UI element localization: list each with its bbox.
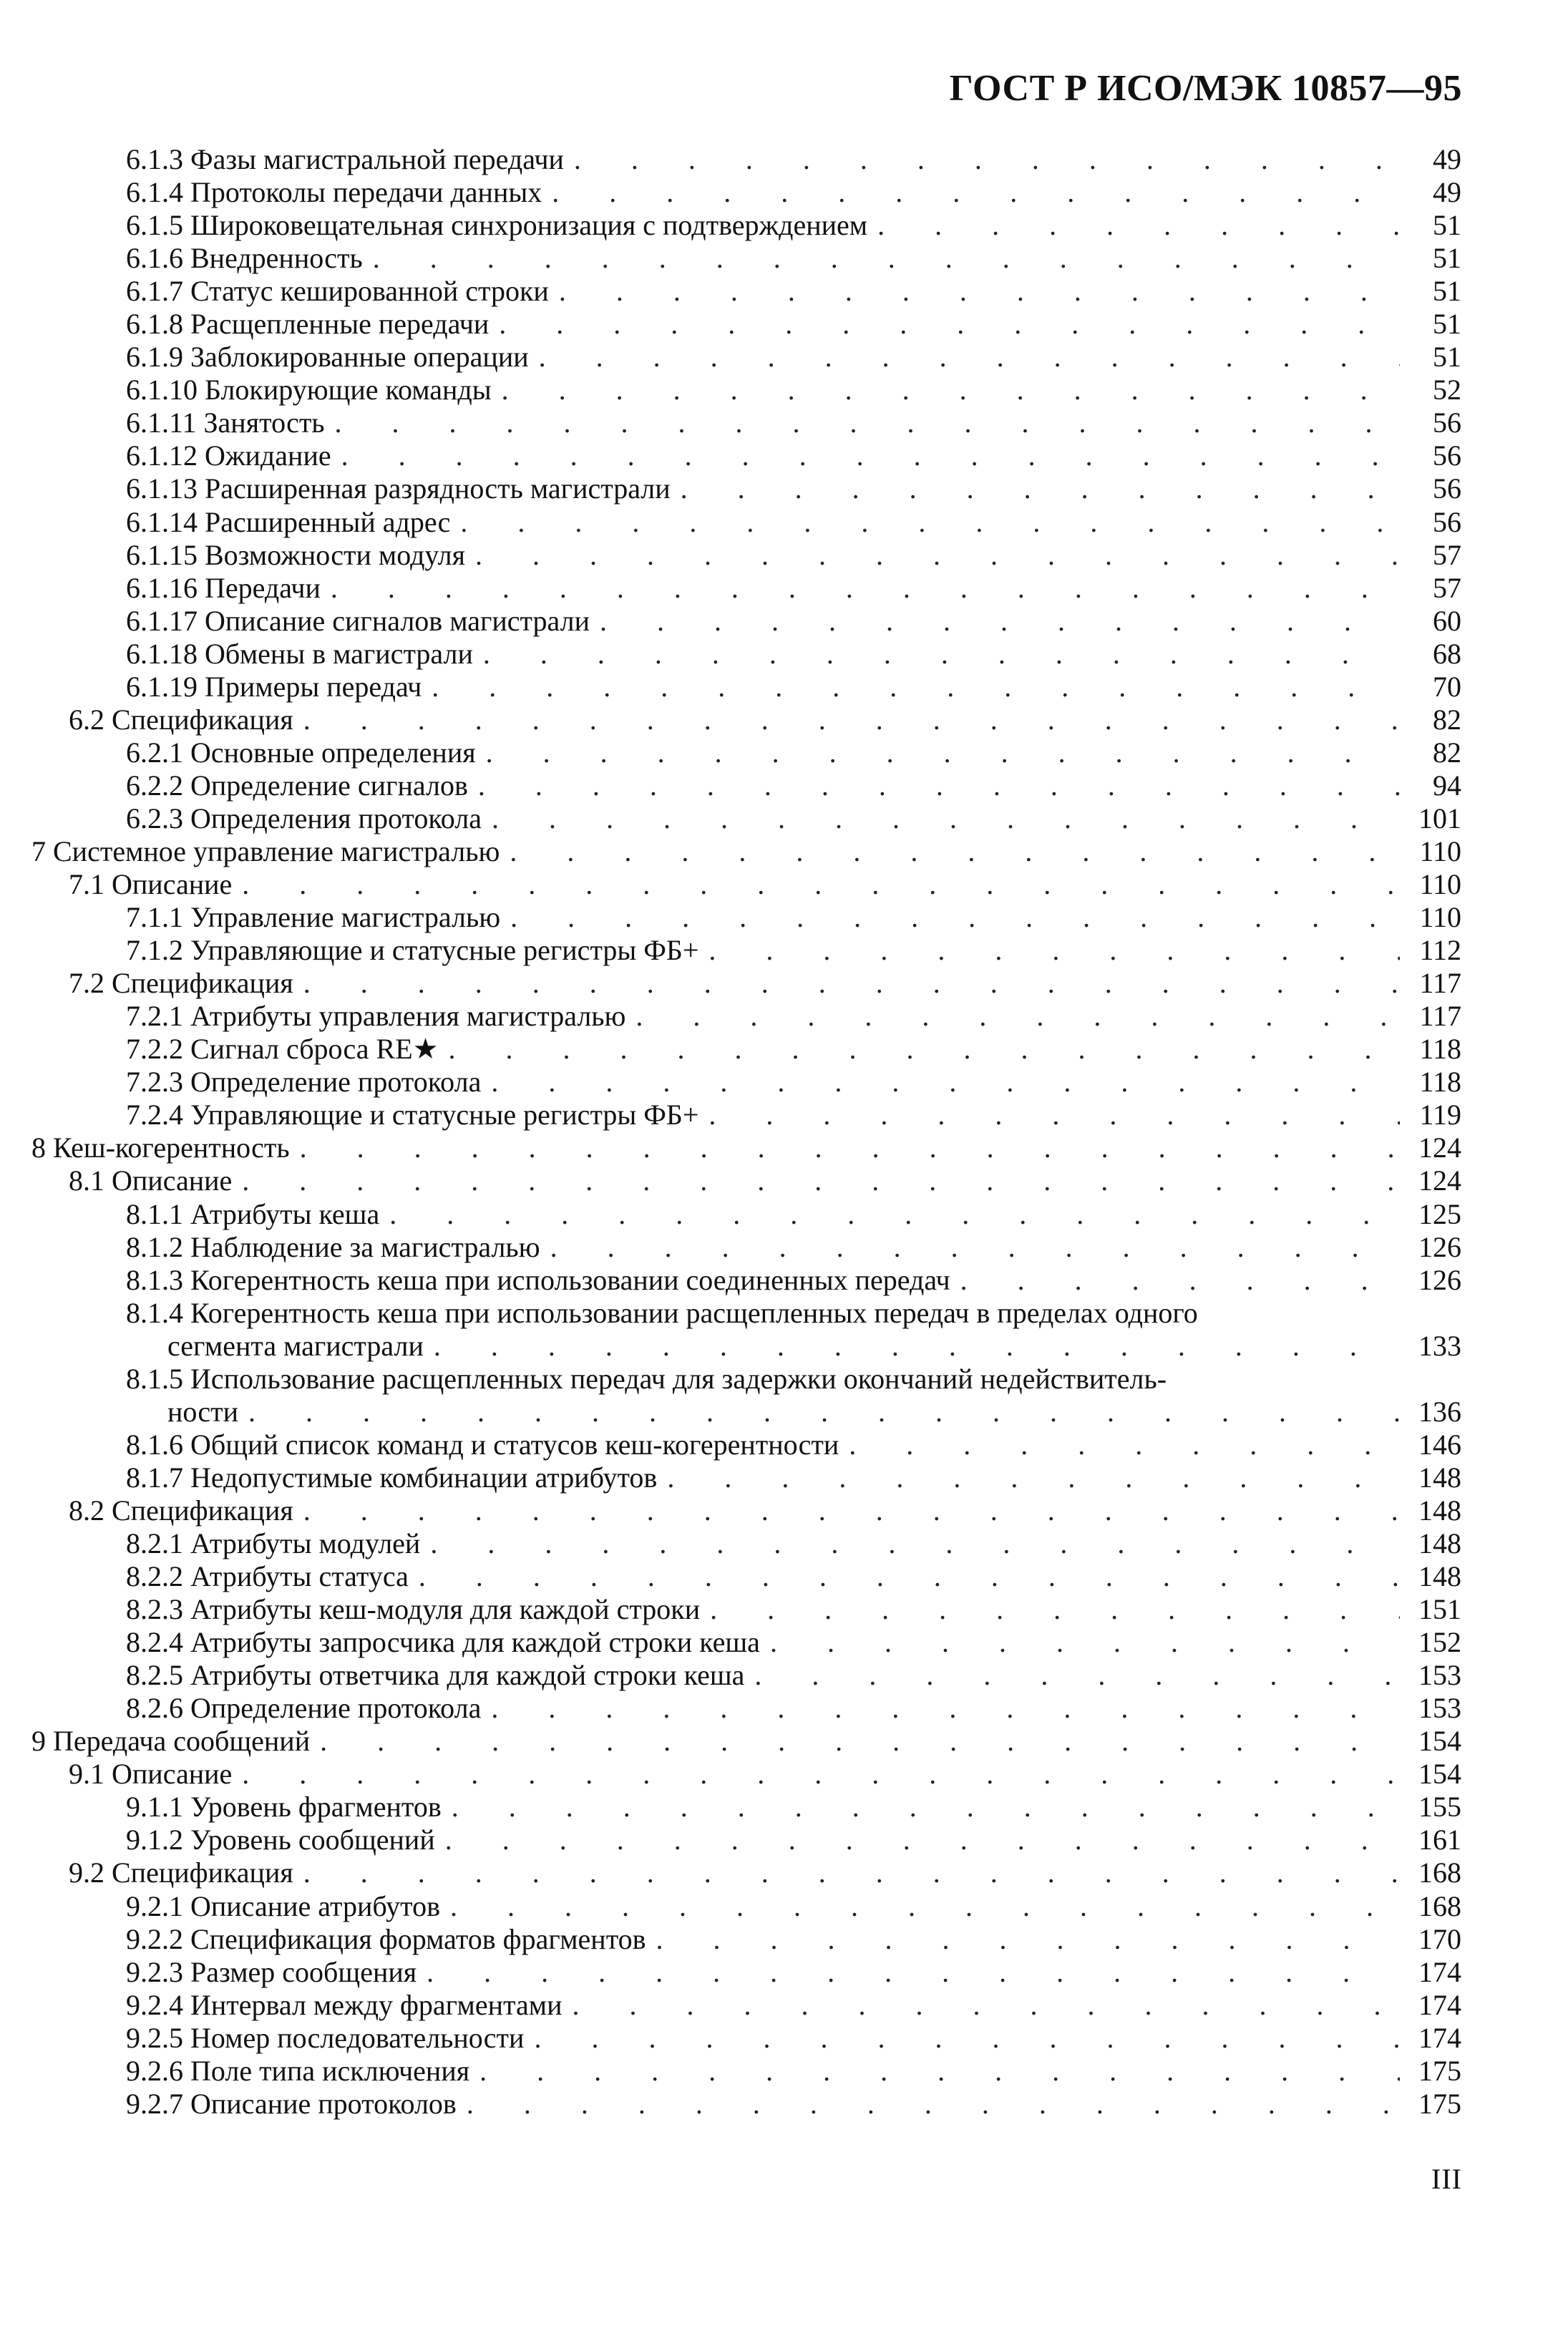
toc-entry-text xyxy=(31,1066,1400,1099)
toc-entry-title: 6.1.19 Примеры передач xyxy=(126,671,432,704)
toc-entry xyxy=(31,769,1461,802)
toc-entry-title: 8.1.1 Атрибуты кеша xyxy=(126,1198,389,1231)
toc-entry-title: сегмента магистрали xyxy=(167,1330,434,1363)
toc-entry-title: 6.1.9 Заблокированные операции xyxy=(126,341,539,374)
dot-leader xyxy=(432,671,1400,704)
toc-page-number: 124 xyxy=(1418,1131,1461,1164)
toc-entry-text xyxy=(31,671,1400,704)
toc-page-number: 68 xyxy=(1433,637,1461,670)
toc-page-number: 133 xyxy=(1418,1329,1461,1362)
toc-entry-continuation xyxy=(31,1330,1461,1363)
toc-entry-title: 9.2.1 Описание атрибутов xyxy=(126,1890,450,1923)
dot-leader xyxy=(320,1725,1400,1758)
dot-leader xyxy=(572,1989,1400,2022)
toc-page-number: 51 xyxy=(1433,275,1461,308)
toc-entry-text xyxy=(31,1989,1400,2022)
toc-entry-title: 8.2.4 Атрибуты запросчика для каждой строки кеша xyxy=(126,1626,770,1659)
toc-entry-title: 6.1.5 Широковещательная синхронизация с подтверждением xyxy=(126,209,877,242)
toc-entry-text xyxy=(31,1396,1400,1428)
toc-page-number: 124 xyxy=(1418,1164,1461,1197)
toc-entry xyxy=(31,572,1461,605)
toc-entry-text xyxy=(31,1626,1400,1659)
toc-page-number: 175 xyxy=(1418,2087,1461,2120)
toc-entry-text xyxy=(31,638,1400,671)
dot-leader xyxy=(419,1560,1400,1593)
toc-entry xyxy=(31,2022,1461,2055)
toc-page-number: 101 xyxy=(1418,802,1461,834)
toc-entry-text xyxy=(31,1527,1400,1560)
dot-leader xyxy=(303,1856,1400,1889)
toc-entry-title: 6.1.16 Передачи xyxy=(126,572,331,605)
toc-entry-text xyxy=(31,374,1400,407)
dot-leader xyxy=(550,1231,1400,1264)
toc-entry-text xyxy=(31,1560,1400,1593)
toc-page-number: 146 xyxy=(1418,1428,1461,1461)
toc-entry-text xyxy=(31,1264,1400,1297)
toc-entry xyxy=(31,1099,1461,1131)
toc-entry-title: 8.2.1 Атрибуты модулей xyxy=(126,1527,430,1560)
toc-entry-title: 7.1.1 Управление магистралью xyxy=(126,901,510,934)
toc-page-number: 56 xyxy=(1433,505,1461,538)
toc-entry xyxy=(31,1164,1461,1197)
toc-entry-title: ности xyxy=(167,1396,248,1428)
toc-page-number: 151 xyxy=(1418,1593,1461,1626)
toc-entry-text xyxy=(31,2022,1400,2055)
dot-leader xyxy=(331,572,1400,605)
toc-entry-text xyxy=(31,901,1400,934)
dot-leader xyxy=(574,143,1400,176)
toc-entry xyxy=(31,374,1461,407)
toc-page-number: 118 xyxy=(1419,1066,1461,1099)
toc-entry-text xyxy=(31,1494,1400,1527)
document-header: ГОСТ Р ИСО/МЭК 10857—95 xyxy=(949,68,1462,109)
dot-leader xyxy=(430,1527,1400,1560)
toc-entry xyxy=(31,1131,1461,1164)
toc-entry xyxy=(31,1231,1461,1264)
toc-entry xyxy=(31,1066,1461,1099)
toc-entry xyxy=(31,1033,1461,1066)
toc-entry xyxy=(31,901,1461,934)
toc-entry-title: 6.1.3 Фазы магистральной передачи xyxy=(126,143,574,176)
dot-leader xyxy=(708,934,1400,967)
dot-leader xyxy=(491,1692,1400,1725)
dot-leader xyxy=(849,1428,1400,1461)
dot-leader xyxy=(539,341,1400,374)
dot-leader xyxy=(552,176,1400,209)
dot-leader xyxy=(242,868,1400,901)
dot-leader xyxy=(434,1330,1400,1363)
toc-entry xyxy=(31,2088,1461,2121)
toc-entry xyxy=(31,1264,1461,1297)
toc-entry-title: 7.1 Описание xyxy=(69,868,242,901)
dot-leader xyxy=(248,1396,1400,1428)
toc-entry-title: 7.2.3 Определение протокола xyxy=(126,1066,491,1099)
toc-entry-title: 9.1.1 Уровень фрагментов xyxy=(126,1791,452,1824)
dot-leader xyxy=(373,242,1400,275)
toc-entry xyxy=(31,472,1461,505)
toc-page-number: 168 xyxy=(1418,1856,1461,1889)
toc-entry xyxy=(31,407,1461,439)
toc-page-number: 154 xyxy=(1418,1758,1461,1791)
toc-entry-title: 8.1.4 Когерентность кеша при использовании расщепленных передач в пределах одного xyxy=(126,1296,1198,1329)
toc-page-number: 148 xyxy=(1418,1560,1461,1593)
toc-entry xyxy=(31,802,1461,835)
toc-page-number: 119 xyxy=(1419,1099,1461,1131)
toc-page-number: 51 xyxy=(1433,308,1461,341)
dot-leader xyxy=(303,967,1400,1000)
dot-leader xyxy=(467,2088,1400,2121)
toc-entry-text xyxy=(31,341,1400,374)
toc-entry xyxy=(31,143,1461,176)
toc-entry-text xyxy=(31,1923,1400,1956)
toc-entry-title: 9.1.2 Уровень сообщений xyxy=(126,1824,445,1856)
toc-entry-text xyxy=(31,1791,1400,1824)
toc-entry-text xyxy=(31,1593,1400,1626)
toc-entry-text xyxy=(31,1956,1400,1989)
toc-entry xyxy=(31,1494,1461,1527)
toc-entry-title: 6.2.2 Определение сигналов xyxy=(126,769,478,802)
toc-entry xyxy=(31,341,1461,374)
toc-entry-text xyxy=(31,143,1400,176)
toc-entry-title: 9.2.4 Интервал между фрагментами xyxy=(126,1989,572,2022)
toc-entry xyxy=(31,1626,1461,1659)
toc-entry xyxy=(31,736,1461,769)
dot-leader xyxy=(303,704,1400,736)
toc-entry-text xyxy=(31,1297,1400,1330)
dot-leader xyxy=(483,638,1400,671)
dot-leader xyxy=(450,1890,1400,1923)
toc-page-number: 112 xyxy=(1419,934,1461,967)
toc-entry-text xyxy=(31,176,1400,209)
toc-entry-text xyxy=(31,1099,1400,1131)
toc-entry-title: 9 Передача сообщений xyxy=(31,1725,320,1758)
toc-entry-title: 7.1.2 Управляющие и статусные регистры ФБ+ xyxy=(126,934,708,967)
toc-entry-text xyxy=(31,1856,1400,1889)
toc-page-number: 51 xyxy=(1433,341,1461,374)
toc-entry xyxy=(31,1297,1461,1330)
toc-entry-text xyxy=(31,1890,1400,1923)
toc-entry-title: 7.2.4 Управляющие и статусные регистры ФБ+ xyxy=(126,1099,708,1131)
dot-leader xyxy=(510,901,1400,934)
toc-entry-text xyxy=(31,1164,1400,1197)
toc-entry-text xyxy=(31,1758,1400,1791)
toc-entry-text xyxy=(31,1131,1400,1164)
toc-entry xyxy=(31,638,1461,671)
toc-page-number: 51 xyxy=(1433,242,1461,275)
toc-page-number: 174 xyxy=(1418,1988,1461,2021)
toc-page-number: 94 xyxy=(1433,769,1461,802)
toc-entry-title: 6.1.14 Расширенный адрес xyxy=(126,506,460,539)
dot-leader xyxy=(475,539,1400,572)
toc-page-number: 56 xyxy=(1433,439,1461,472)
toc-entry xyxy=(31,1725,1461,1758)
toc-entry-text xyxy=(31,407,1400,439)
dot-leader xyxy=(479,2055,1400,2088)
toc-page-number: 154 xyxy=(1418,1725,1461,1758)
toc-page-number: 170 xyxy=(1418,1922,1461,1955)
dot-leader xyxy=(708,1099,1400,1131)
toc-page-number: 56 xyxy=(1433,407,1461,439)
toc-entry-text xyxy=(31,1231,1400,1264)
dot-leader xyxy=(534,2022,1400,2055)
toc-entry-text xyxy=(31,1363,1400,1396)
toc-entry-text xyxy=(31,572,1400,605)
toc-entry xyxy=(31,1461,1461,1494)
toc-page-number: 126 xyxy=(1418,1263,1461,1296)
toc-entry-text xyxy=(31,506,1400,539)
toc-entry-text xyxy=(31,439,1400,472)
toc-entry-text xyxy=(31,2055,1400,2088)
toc-entry xyxy=(31,275,1461,308)
toc-entry xyxy=(31,671,1461,704)
toc-entry-title: 6.1.12 Ожидание xyxy=(126,439,341,472)
toc-entry xyxy=(31,967,1461,1000)
toc-page-number: 148 xyxy=(1418,1527,1461,1559)
toc-entry xyxy=(31,1791,1461,1824)
dot-leader xyxy=(681,472,1400,505)
dot-leader xyxy=(754,1659,1400,1692)
dot-leader xyxy=(877,209,1400,242)
dot-leader xyxy=(770,1626,1400,1659)
dot-leader xyxy=(478,769,1400,802)
toc-entry-text xyxy=(31,736,1400,769)
toc-entry-title: 9.2.5 Номер последовательности xyxy=(126,2022,534,2055)
toc-entry-title: 8.1.3 Когерентность кеша при использовании соединенных передач xyxy=(126,1264,960,1297)
toc-entry xyxy=(31,209,1461,242)
dot-leader xyxy=(710,1593,1400,1626)
toc-entry-text xyxy=(31,209,1400,242)
toc-entry-title: 6.1.4 Протоколы передачи данных xyxy=(126,176,552,209)
toc-entry xyxy=(31,704,1461,736)
toc-page-number: 117 xyxy=(1419,967,1461,1000)
toc-page-number: 56 xyxy=(1433,472,1461,505)
toc-entry-title: 8.2.6 Определение протокола xyxy=(126,1692,491,1725)
toc-entry xyxy=(31,1923,1461,1956)
toc-entry-text xyxy=(31,967,1400,1000)
toc-entry xyxy=(31,1593,1461,1626)
toc-entry xyxy=(31,868,1461,901)
toc-entry xyxy=(31,934,1461,967)
toc-entry-title: 8.2.2 Атрибуты статуса xyxy=(126,1560,419,1593)
toc-page-number: 155 xyxy=(1418,1791,1461,1824)
toc-entry-title: 8 Кеш-когерентность xyxy=(31,1131,300,1164)
dot-leader xyxy=(242,1758,1400,1791)
toc-entry-title: 8.1.5 Использование расщепленных передач для задержки окончаний недействитель- xyxy=(126,1362,1167,1395)
toc-page-number: 174 xyxy=(1418,1955,1461,1988)
dot-leader xyxy=(600,605,1400,638)
toc-entry-text xyxy=(31,704,1400,736)
toc-entry-title: 7.2.2 Сигнал сброса RE★ xyxy=(126,1033,449,1066)
dot-leader xyxy=(242,1164,1400,1197)
toc-entry xyxy=(31,1363,1461,1396)
toc-page-number: 110 xyxy=(1419,901,1461,934)
toc-entry xyxy=(31,308,1461,341)
dot-leader xyxy=(492,802,1400,835)
dot-leader xyxy=(449,1033,1400,1066)
toc-page-number: 175 xyxy=(1418,2054,1461,2087)
toc-entry-text xyxy=(31,1428,1400,1461)
toc-page-number: 52 xyxy=(1433,374,1461,407)
toc-page-number: 110 xyxy=(1419,835,1461,867)
toc-entry-text xyxy=(31,605,1400,638)
toc-entry-title: 6.1.18 Обмены в магистрали xyxy=(126,638,483,671)
toc-entry-text xyxy=(31,1330,1400,1363)
dot-leader xyxy=(300,1131,1400,1164)
toc-page-number: 174 xyxy=(1418,2021,1461,2054)
toc-entry-text xyxy=(31,1198,1400,1231)
toc-page-number: 60 xyxy=(1433,604,1461,637)
toc-entry-title: 6.2.1 Основные определения xyxy=(126,736,486,769)
toc-entry-title: 8.2.3 Атрибуты кеш-модуля для каждой строки xyxy=(126,1593,710,1626)
toc-page-number: 152 xyxy=(1418,1626,1461,1659)
toc-entry-title: 6.1.8 Расщепленные передачи xyxy=(126,308,499,341)
dot-leader xyxy=(341,439,1400,472)
dot-leader xyxy=(445,1824,1400,1856)
toc-page-number: 82 xyxy=(1433,736,1461,769)
toc-entry-text xyxy=(31,242,1400,275)
toc-entry-title: 6.1.15 Возможности модуля xyxy=(126,539,475,572)
toc-entry-title: 7.2 Спецификация xyxy=(69,967,303,1000)
toc-page-number: 136 xyxy=(1418,1395,1461,1428)
toc-entry-title: 9.2.2 Спецификация форматов фрагментов xyxy=(126,1923,656,1956)
toc-entry-title: 8.1.2 Наблюдение за магистралью xyxy=(126,1231,550,1264)
toc-entry xyxy=(31,1989,1461,2022)
toc-entry-title: 9.2.6 Поле типа исключения xyxy=(126,2055,479,2088)
toc-entry-title: 6.2.3 Определения протокола xyxy=(126,802,492,835)
toc-entry-title: 9.2.7 Описание протоколов xyxy=(126,2088,467,2121)
toc-entry-title: 6.2 Спецификация xyxy=(69,704,303,736)
toc-entry-text xyxy=(31,539,1400,572)
toc-page-number: 70 xyxy=(1433,670,1461,703)
toc-entry-text xyxy=(31,2088,1400,2121)
dot-leader xyxy=(559,275,1400,308)
toc-entry-title: 8.2 Спецификация xyxy=(69,1494,303,1527)
toc-entry xyxy=(31,1956,1461,1989)
toc-page-number: 153 xyxy=(1418,1692,1461,1725)
toc-entry-title: 6.1.7 Статус кешированной строки xyxy=(126,275,559,308)
toc-entry xyxy=(31,506,1461,539)
toc-entry xyxy=(31,1198,1461,1231)
toc-entry xyxy=(31,1758,1461,1791)
toc-page-number: 148 xyxy=(1418,1494,1461,1527)
toc-entry xyxy=(31,2055,1461,2088)
dot-leader xyxy=(510,835,1400,868)
dot-leader xyxy=(303,1494,1400,1527)
toc-entry-title: 6.1.17 Описание сигналов магистрали xyxy=(126,605,600,638)
toc-page-number: 118 xyxy=(1419,1033,1461,1066)
toc-entry-title: 8.1 Описание xyxy=(69,1164,242,1197)
toc-entry xyxy=(31,1692,1461,1725)
toc-entry-title: 6.1.6 Внедренность xyxy=(126,242,373,275)
toc-page-number: 49 xyxy=(1433,176,1461,209)
toc-entry-title: 9.2.3 Размер сообщения xyxy=(126,1956,427,1989)
toc-page-number: 168 xyxy=(1418,1889,1461,1922)
toc-entry xyxy=(31,1527,1461,1560)
dot-leader xyxy=(656,1923,1400,1956)
dot-leader xyxy=(452,1791,1400,1824)
dot-leader xyxy=(460,506,1400,539)
toc-entry-text xyxy=(31,934,1400,967)
dot-leader xyxy=(427,1956,1400,1989)
toc-entry-text xyxy=(31,1659,1400,1692)
toc-page-number: 110 xyxy=(1419,868,1461,901)
toc-entry-text xyxy=(31,1692,1400,1725)
toc-entry-text xyxy=(31,308,1400,341)
toc-entry-title: 9.1 Описание xyxy=(69,1758,242,1791)
toc-entry-continuation xyxy=(31,1396,1461,1428)
toc-entry-title: 9.2 Спецификация xyxy=(69,1856,303,1889)
toc-entry-text xyxy=(31,1000,1400,1033)
table-of-contents xyxy=(31,143,1461,2121)
dot-leader xyxy=(636,1000,1400,1033)
toc-page-number: 57 xyxy=(1433,538,1461,571)
toc-entry-title: 6.1.13 Расширенная разрядность магистрали xyxy=(126,472,681,505)
toc-page-number: 57 xyxy=(1433,571,1461,604)
dot-leader xyxy=(491,1066,1400,1099)
toc-entry xyxy=(31,1428,1461,1461)
toc-entry xyxy=(31,1659,1461,1692)
toc-entry xyxy=(31,1824,1461,1856)
toc-entry-text xyxy=(31,769,1400,802)
page-number: III xyxy=(1431,2163,1462,2195)
toc-entry xyxy=(31,1889,1461,1922)
toc-entry-title: 7.2.1 Атрибуты управления магистралью xyxy=(126,1000,636,1033)
toc-entry xyxy=(31,1000,1461,1033)
dot-leader xyxy=(960,1264,1400,1297)
toc-entry-text xyxy=(31,275,1400,308)
toc-entry-text xyxy=(31,472,1400,505)
dot-leader xyxy=(667,1461,1400,1494)
toc-entry-title: 6.1.10 Блокирующие команды xyxy=(126,374,502,407)
toc-entry xyxy=(31,539,1461,572)
toc-entry-text xyxy=(31,1725,1400,1758)
toc-entry-title: 6.1.11 Занятость xyxy=(126,407,335,439)
toc-page-number: 117 xyxy=(1419,1000,1461,1033)
toc-page-number: 161 xyxy=(1418,1824,1461,1856)
toc-page-number: 125 xyxy=(1418,1197,1461,1230)
toc-entry-title: 8.1.6 Общий список команд и статусов кеш-когерентности xyxy=(126,1428,849,1461)
toc-entry xyxy=(31,439,1461,472)
toc-entry-text xyxy=(31,1824,1400,1856)
toc-page-number: 153 xyxy=(1418,1659,1461,1692)
toc-entry xyxy=(31,1560,1461,1593)
toc-entry-text xyxy=(31,1033,1400,1066)
toc-entry-text xyxy=(31,835,1400,868)
toc-entry-title: 8.1.7 Недопустимые комбинации атрибутов xyxy=(126,1461,667,1494)
toc-page-number: 49 xyxy=(1433,143,1461,176)
toc-entry xyxy=(31,835,1461,868)
toc-entry-text xyxy=(31,802,1400,835)
dot-leader xyxy=(502,374,1400,407)
toc-page-number: 51 xyxy=(1433,209,1461,242)
toc-entry xyxy=(31,176,1461,209)
dot-leader xyxy=(486,736,1400,769)
toc-entry-text xyxy=(31,868,1400,901)
toc-page-number: 148 xyxy=(1418,1461,1461,1494)
toc-entry xyxy=(31,1856,1461,1889)
toc-entry-text xyxy=(31,1461,1400,1494)
toc-page-number: 82 xyxy=(1433,703,1461,736)
toc-entry-title: 8.2.5 Атрибуты ответчика для каждой строки кеша xyxy=(126,1659,754,1692)
toc-entry-title: 7 Системное управление магистралью xyxy=(31,835,510,868)
dot-leader xyxy=(499,308,1400,341)
toc-page-number: 126 xyxy=(1418,1230,1461,1263)
dot-leader xyxy=(335,407,1400,439)
dot-leader xyxy=(389,1198,1400,1231)
toc-entry xyxy=(31,605,1461,638)
toc-entry xyxy=(31,242,1461,275)
